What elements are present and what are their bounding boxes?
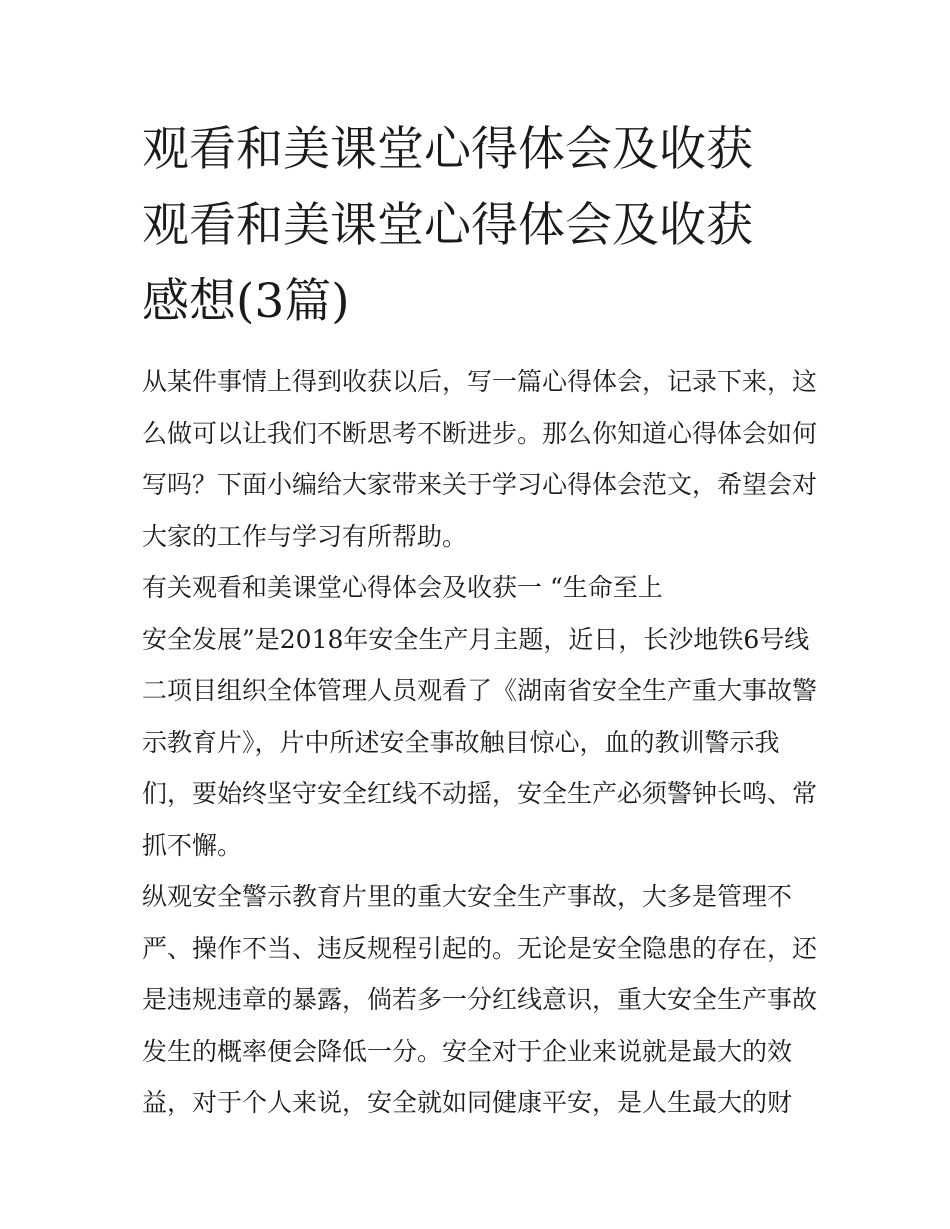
body-line: 抓不懈。 bbox=[142, 830, 243, 860]
body-line: 二项目组织全体管理人员观看了《湖南省安全生产重大事故警 bbox=[142, 676, 818, 705]
body-line: 示教育片》，片中所述安全事故触目惊心，血的教训警示我 bbox=[142, 727, 780, 757]
body-line: 大家的工作与学习有所帮助。 bbox=[142, 521, 468, 551]
body-line: 么做可以让我们不断思考不断进步。那么你知道心得体会如何 bbox=[142, 418, 818, 448]
body-line: 严、操作不当、违反规程引起的。无论是安全隐患的存在，还 bbox=[142, 933, 818, 963]
title-line: 观看和美课堂心得体会及收获 bbox=[142, 198, 753, 253]
body-line: 有关观看和美课堂心得体会及收获一 “生命至上 bbox=[142, 573, 663, 602]
document-body bbox=[142, 356, 822, 1129]
document-title bbox=[142, 112, 832, 340]
title-line: 感想(3篇) bbox=[142, 274, 350, 329]
title-line: 观看和美课堂心得体会及收获 bbox=[142, 122, 753, 177]
body-line: 益，对于个人来说，安全就如同健康平安，是人生最大的财 bbox=[142, 1088, 793, 1117]
body-line: 是违规违章的暴露，倘若多一分红线意识，重大安全生产事故 bbox=[142, 985, 818, 1014]
body-line: 安全发展”是2018年安全生产月主题，近日，长沙地铁6号线 bbox=[142, 624, 810, 654]
body-line: 纵观安全警示教育片里的重大安全生产事故，大多是管理不 bbox=[142, 882, 793, 911]
body-line: 从某件事情上得到收获以后，写一篇心得体会，记录下来，这 bbox=[142, 367, 818, 396]
body-line: 们，要始终坚守安全红线不动摇，安全生产必须警钟长鸣、常 bbox=[142, 779, 818, 808]
body-line: 写吗？下面小编给大家带来关于学习心得体会范文，希望会对 bbox=[142, 470, 818, 499]
body-line: 发生的概率便会降低一分。安全对于企业来说就是最大的效 bbox=[142, 1036, 793, 1066]
